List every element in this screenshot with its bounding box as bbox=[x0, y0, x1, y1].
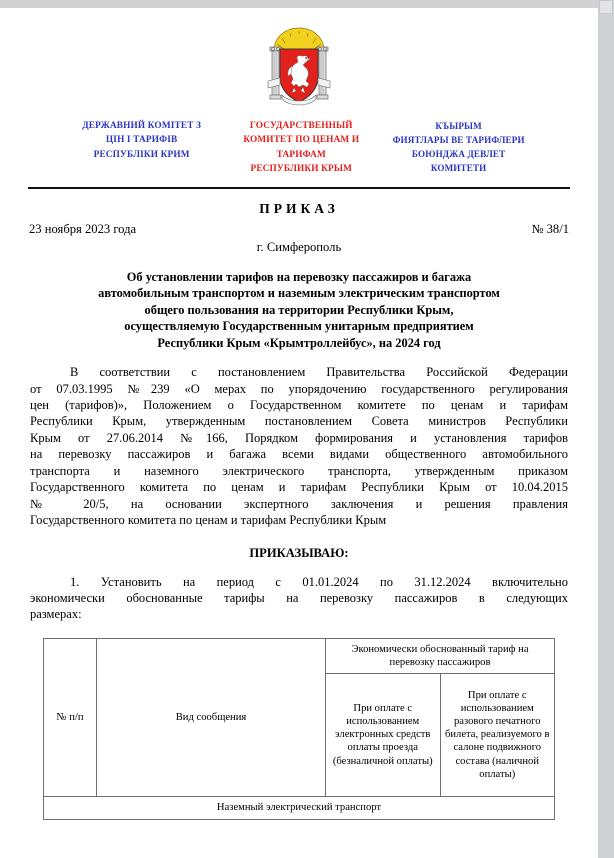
org-ua-line-1: ДЕРЖАВНИЙ КОМІТЕТ З bbox=[82, 121, 202, 131]
table-header-number: № п/п bbox=[44, 638, 97, 796]
table-header-electronic-payment: При оплате с использованием электронных средств оплаты проезда (безналичной оплаты) bbox=[326, 673, 441, 796]
org-ua-line-3: РЕСПУБЛІКИ КРИМ bbox=[93, 149, 190, 160]
tariff-table bbox=[43, 638, 555, 820]
order-number: № 38/1 bbox=[531, 221, 569, 236]
item-1-paragraph bbox=[27, 574, 571, 623]
org-name-crimean-tatar bbox=[374, 119, 543, 175]
org-ct-line-3: БОЮНДЖА ДЕВЛЕТ bbox=[411, 149, 506, 160]
document-kind-title: ПРИКАЗ bbox=[259, 200, 339, 216]
table-header-tariff-group: Экономически обоснованный тариф на перевозку пассажиров bbox=[326, 638, 555, 673]
preamble-line-2: от 07.03.1995 №239 «О мерах по упорядочению государственного регулирования bbox=[30, 381, 568, 396]
order-city: г. Симферополь bbox=[256, 239, 342, 254]
org-ru-line-4: РЕСПУБЛИКИ КРЫМ bbox=[250, 164, 353, 175]
preamble-line-1: В соответствии с постановлением Правительства Российской Федерации bbox=[70, 365, 568, 380]
org-name-russian bbox=[228, 119, 374, 177]
subject-line-4: осуществляемую Государственным унитарным предприятием bbox=[124, 319, 474, 334]
preamble-line-4: Республики Крым, утвержденным постановлением Совета министров Республики bbox=[30, 414, 568, 429]
viewer-top-bar bbox=[0, 0, 598, 8]
header-divider bbox=[28, 187, 570, 189]
org-ua-line-2: ЦІН І ТАРИФІВ bbox=[105, 135, 178, 146]
subject-line-1: Об установлении тарифов на перевозку пассажиров и багажа bbox=[126, 269, 472, 284]
order-subject bbox=[27, 269, 571, 352]
table-header-kind: Вид сообщения bbox=[97, 638, 326, 796]
org-ct-line-2: ФИЯТЛАРЫ ВЕ ТАРИФЛЕРИ bbox=[392, 135, 525, 146]
preamble-line-3: цен (тарифов)», Положением о Государственном комитете по ценам и тарифам bbox=[30, 398, 568, 412]
preamble-line-6: на перевозку пассажиров и багажа всеми видами общественного автомобильного bbox=[30, 447, 568, 462]
vertical-scrollbar[interactable] bbox=[598, 0, 614, 858]
item-1-line-1: 1. Установить на период с 01.01.2024 по 31.12.2024 включительно bbox=[70, 574, 568, 589]
org-ct-line-4: КОМИТЕТИ bbox=[430, 163, 487, 174]
subject-line-3: общего пользования на территории Республики Крым, bbox=[144, 302, 454, 317]
preamble-line-10: Государственного комитета по ценам и тарифам Республики Крым bbox=[30, 513, 387, 528]
org-ct-line-1: КЪЫРЫМ bbox=[435, 121, 482, 131]
command-heading: ПРИКАЗЫВАЮ: bbox=[249, 545, 349, 560]
org-ru-line-1: ГОСУДАРСТВЕННЫЙ bbox=[249, 121, 353, 131]
table-section-row bbox=[44, 796, 555, 819]
preamble-line-9: № 20/5, на основании экспертного заключения и решения правления bbox=[30, 496, 568, 511]
org-name-ukrainian bbox=[55, 119, 228, 162]
preamble-line-8: Государственного комитета по ценам и тарифам Республики Крым от 10.04.2015 bbox=[30, 480, 568, 495]
org-ru-line-2: КОМИТЕТ ПО ЦЕНАМ И bbox=[243, 135, 360, 146]
coat-of-arms-of-crimea-icon bbox=[263, 25, 335, 109]
preamble-paragraph bbox=[27, 364, 571, 528]
organisation-header bbox=[27, 119, 571, 177]
order-date: 23 ноября 2023 года bbox=[29, 221, 137, 236]
document-page bbox=[0, 8, 598, 858]
preamble-line-7: транспорта и наземного электрического транспорта, утвержденным приказом bbox=[30, 463, 568, 478]
item-1-line-3: размерах: bbox=[30, 607, 82, 622]
table-section-title: Наземный электрический транспорт bbox=[44, 796, 555, 819]
table-header-row-group bbox=[44, 638, 555, 673]
subject-line-5: Республики Крым «Крымтроллейбус», на 2024 год bbox=[157, 335, 441, 350]
preamble-line-5: Крым от 27.06.2014 №166, Порядком формирования и установления тарифов bbox=[30, 430, 568, 445]
subject-line-2: автомобильным транспортом и наземным электрическим транспортом bbox=[98, 286, 500, 301]
emblem-container bbox=[27, 8, 571, 111]
scrollbar-thumb[interactable] bbox=[599, 0, 613, 14]
table-header-printed-ticket: При оплате с использованием разового печатного билета, реализуемого в салоне подвижного состава (наличной оплаты) bbox=[440, 673, 555, 796]
org-ru-line-3: ТАРИФАМ bbox=[276, 149, 326, 160]
order-date-number-row bbox=[27, 222, 571, 237]
item-1-line-2: экономически обоснованные тарифы на перевозку пассажиров в следующих bbox=[30, 590, 568, 605]
